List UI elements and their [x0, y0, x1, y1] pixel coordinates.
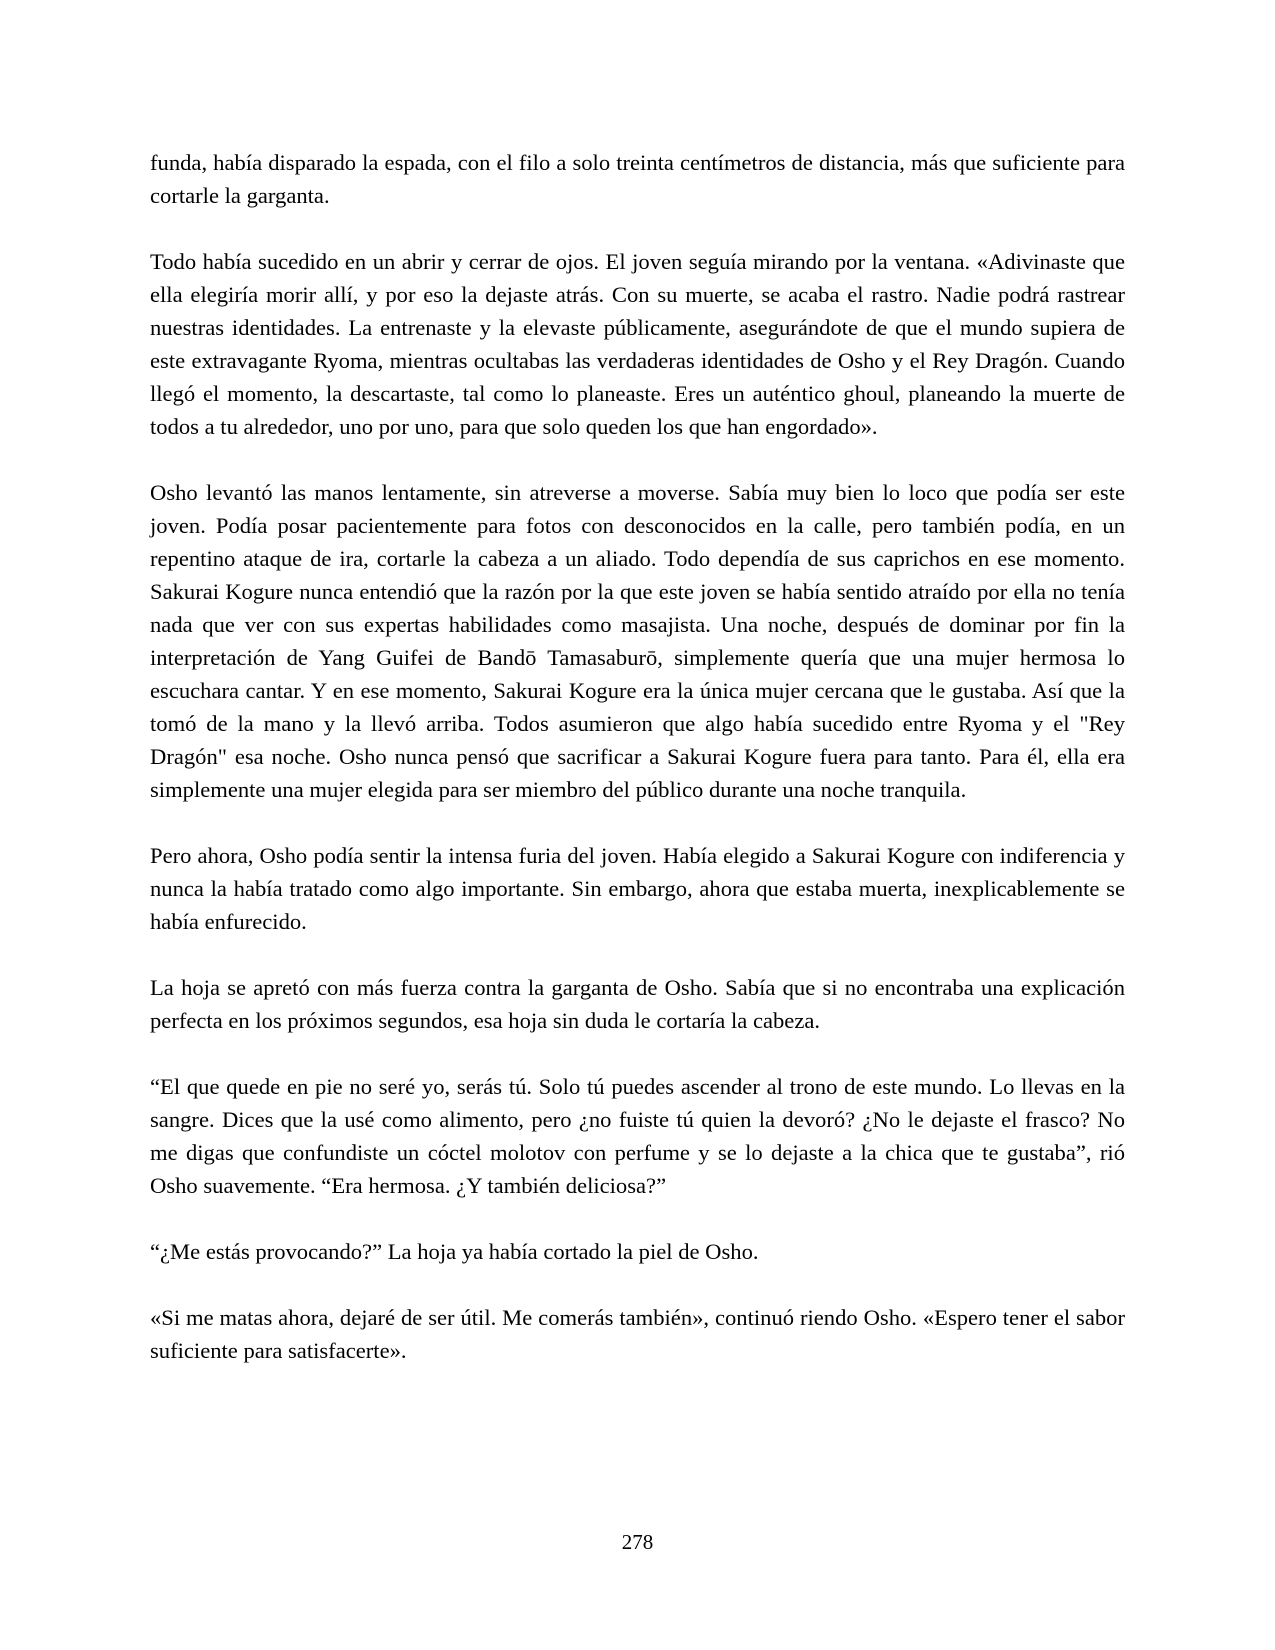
page-number: 278 — [621, 1530, 654, 1554]
paragraph: «Si me matas ahora, dejaré de ser útil. Me comerás también», continuó riendo Osho. «Espero tener el sabor suficiente para satisfacerte». — [150, 1305, 1125, 1363]
paragraph: funda, había disparado la espada, con el filo a solo treinta centímetros de distancia, más que suficiente para cortarle la garganta. — [150, 150, 1125, 208]
text-body — [150, 146, 1125, 1400]
paragraph: Todo había sucedido en un abrir y cerrar de ojos. El joven seguía mirando por la ventana. «Adivinaste que ella elegiría morir allí, y por eso la dejaste atrás. Con su muerte, se acaba el rastro. Nadie podrá rastrear nuestras identidades. La entrenaste y la elevaste públicamente, asegurándote de que el mundo supiera de este extravagante Ryoma, mientras ocultabas las verdaderas identidades de Osho y el Rey Dragón. Cuando llegó el momento, la descartaste, tal como lo planeaste. Eres un auténtico ghoul, planeando la muerte de todos a tu alrededor, uno por uno, para que solo queden los que han engordado». — [150, 249, 1125, 439]
paragraph: “¿Me estás provocando?” La hoja ya había cortado la piel de Osho. — [150, 1239, 759, 1264]
paragraph: Osho levantó las manos lentamente, sin atreverse a moverse. Sabía muy bien lo loco que podía ser este joven. Podía posar pacientemente para fotos con desconocidos en la calle, pero también podía, en un repentino ataque de ira, cortarle la cabeza a un aliado. Todo dependía de sus caprichos en ese momento. Sakurai Kogure nunca entendió que la razón por la que este joven se había sentido atraído por ella no tenía nada que ver con sus expertas habilidades como masajista. Una noche, después de dominar por fin la interpretación de Yang Guifei de Bandō Tamasaburō, simplemente quería que una mujer hermosa lo escuchara cantar. Y en ese momento, Sakurai Kogure era la única mujer cercana que le gustaba. Así que la tomó de la mano y la llevó arriba. Todos asumieron que algo había sucedido entre Ryoma y el "Rey Dragón" esa noche. Osho nunca pensó que sacrificar a Sakurai Kogure fuera para tanto. Para él, ella era simplemente una mujer elegida para ser miembro del público durante una noche tranquila. — [150, 480, 1125, 802]
paragraph: “El que quede en pie no seré yo, serás tú. Solo tú puedes ascender al trono de este mundo. Lo llevas en la sangre. Dices que la usé como alimento, pero ¿no fuiste tú quien la devoró? ¿No le dejaste el frasco? No me digas que confundiste un cóctel molotov con perfume y se lo dejaste a la chica que te gustaba”, rió Osho suavemente. “Era hermosa. ¿Y también deliciosa?” — [150, 1074, 1125, 1198]
paragraph: La hoja se apretó con más fuerza contra la garganta de Osho. Sabía que si no encontraba una explicación perfecta en los próximos segundos, esa hoja sin duda le cortaría la cabeza. — [150, 975, 1125, 1033]
paragraph: Pero ahora, Osho podía sentir la intensa furia del joven. Había elegido a Sakurai Kogure con indiferencia y nunca la había tratado como algo importante. Sin embargo, ahora que estaba muerta, inexplicablemente se había enfurecido. — [150, 843, 1125, 934]
